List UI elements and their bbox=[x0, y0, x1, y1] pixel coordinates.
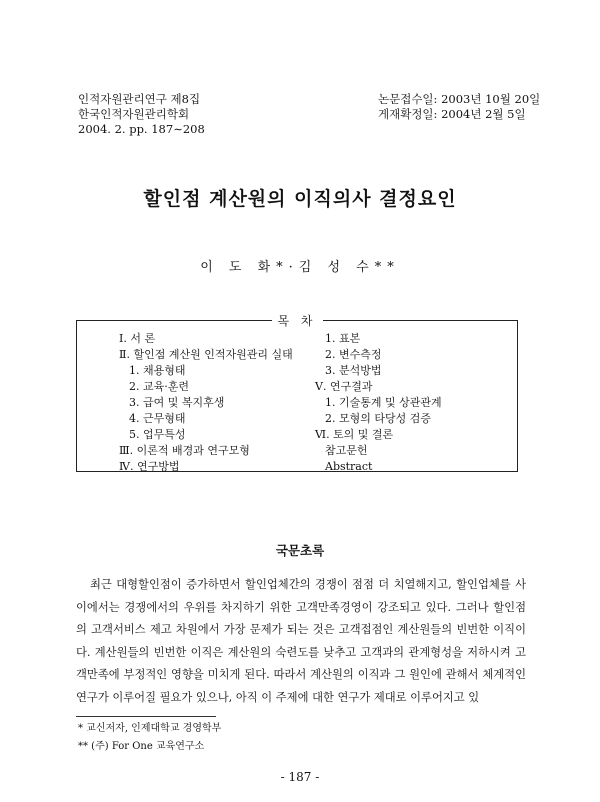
toc-item: 2. 교육·훈련 bbox=[129, 380, 189, 393]
accepted-date: 게재확정일: 2004년 2월 5일 bbox=[378, 107, 526, 121]
toc-item: Ⅳ. 연구방법 bbox=[119, 460, 180, 473]
journal-name: 인적자원관리연구 제8집 bbox=[78, 92, 201, 106]
submission-info bbox=[378, 92, 540, 122]
table-of-contents bbox=[76, 314, 518, 473]
footnote-corresponding-author: * 교신저자, 인제대학교 경영학부 bbox=[78, 723, 222, 734]
authors: 이 도 화*·김 성 수** bbox=[200, 260, 400, 275]
footnote-divider bbox=[76, 716, 216, 717]
toc-item: 5. 업무특성 bbox=[129, 428, 186, 441]
toc-item: 3. 분석방법 bbox=[325, 364, 382, 377]
paper-title: 할인점 계산원의 이직의사 결정요인 bbox=[143, 188, 457, 210]
received-date: 논문접수일: 2003년 10월 20일 bbox=[378, 92, 541, 106]
toc-item: 4. 근무형태 bbox=[129, 412, 186, 425]
toc-title: 목 차 bbox=[77, 312, 517, 329]
toc-item: Abstract bbox=[325, 460, 373, 473]
toc-right-column bbox=[315, 331, 442, 475]
journal-pages: 2004. 2. pp. 187∼208 bbox=[78, 122, 205, 136]
toc-item: Ⅵ. 토의 및 결론 bbox=[315, 428, 394, 441]
page-number: - 187 - bbox=[280, 770, 320, 784]
toc-item: Ⅰ. 서 론 bbox=[119, 332, 156, 345]
toc-item: 1. 채용형태 bbox=[129, 364, 186, 377]
toc-item: 2. 모형의 타당성 검증 bbox=[325, 412, 431, 425]
toc-item: 3. 급여 및 복지후생 bbox=[129, 396, 225, 409]
society-name: 한국인적자원관리학회 bbox=[78, 107, 190, 121]
toc-item: 1. 기술통계 및 상관관계 bbox=[325, 396, 442, 409]
toc-item: Ⅱ. 할인점 계산원 인적자원관리 실태 bbox=[119, 348, 293, 361]
journal-info bbox=[78, 92, 205, 137]
toc-item: 2. 변수측정 bbox=[325, 348, 382, 361]
toc-item: Ⅲ. 이론적 배경과 연구모형 bbox=[119, 444, 250, 457]
toc-left-column bbox=[119, 331, 293, 475]
abstract-title: 국문초록 bbox=[275, 543, 325, 558]
toc-item: 1. 표본 bbox=[325, 332, 361, 345]
toc-item: 참고문헌 bbox=[325, 444, 368, 457]
footnote-second-author: ** (주) For One 교육연구소 bbox=[78, 741, 205, 752]
abstract-body: 최근 대형할인점이 증가하면서 할인업체간의 경쟁이 점점 더 치열해지고, 할인업체를 사이에서는 경쟁에서의 우위를 차지하기 위한 고객만족경영이 강조되고 있다. 그러나 할인점의 고객서비스 제고 차원에서 가장 문제가 되는 것은 고객접점인 계산원들의 빈번한 이직이다. 계산원들의 빈번한 이직은 계산원의 숙련도를 낮추고 고객과의 관계형성을 저하시켜 고객만족에 부정적인 영향을 미치게 된다. 따라서 계산원의 이직과 그 원인에 관해서 체계적인 연구가 이루어질 필요가 있으나, 아직 이 주제에 대한 연구가 제대로 이루어지고 있 bbox=[76, 578, 526, 704]
toc-item: Ⅴ. 연구결과 bbox=[315, 380, 373, 393]
